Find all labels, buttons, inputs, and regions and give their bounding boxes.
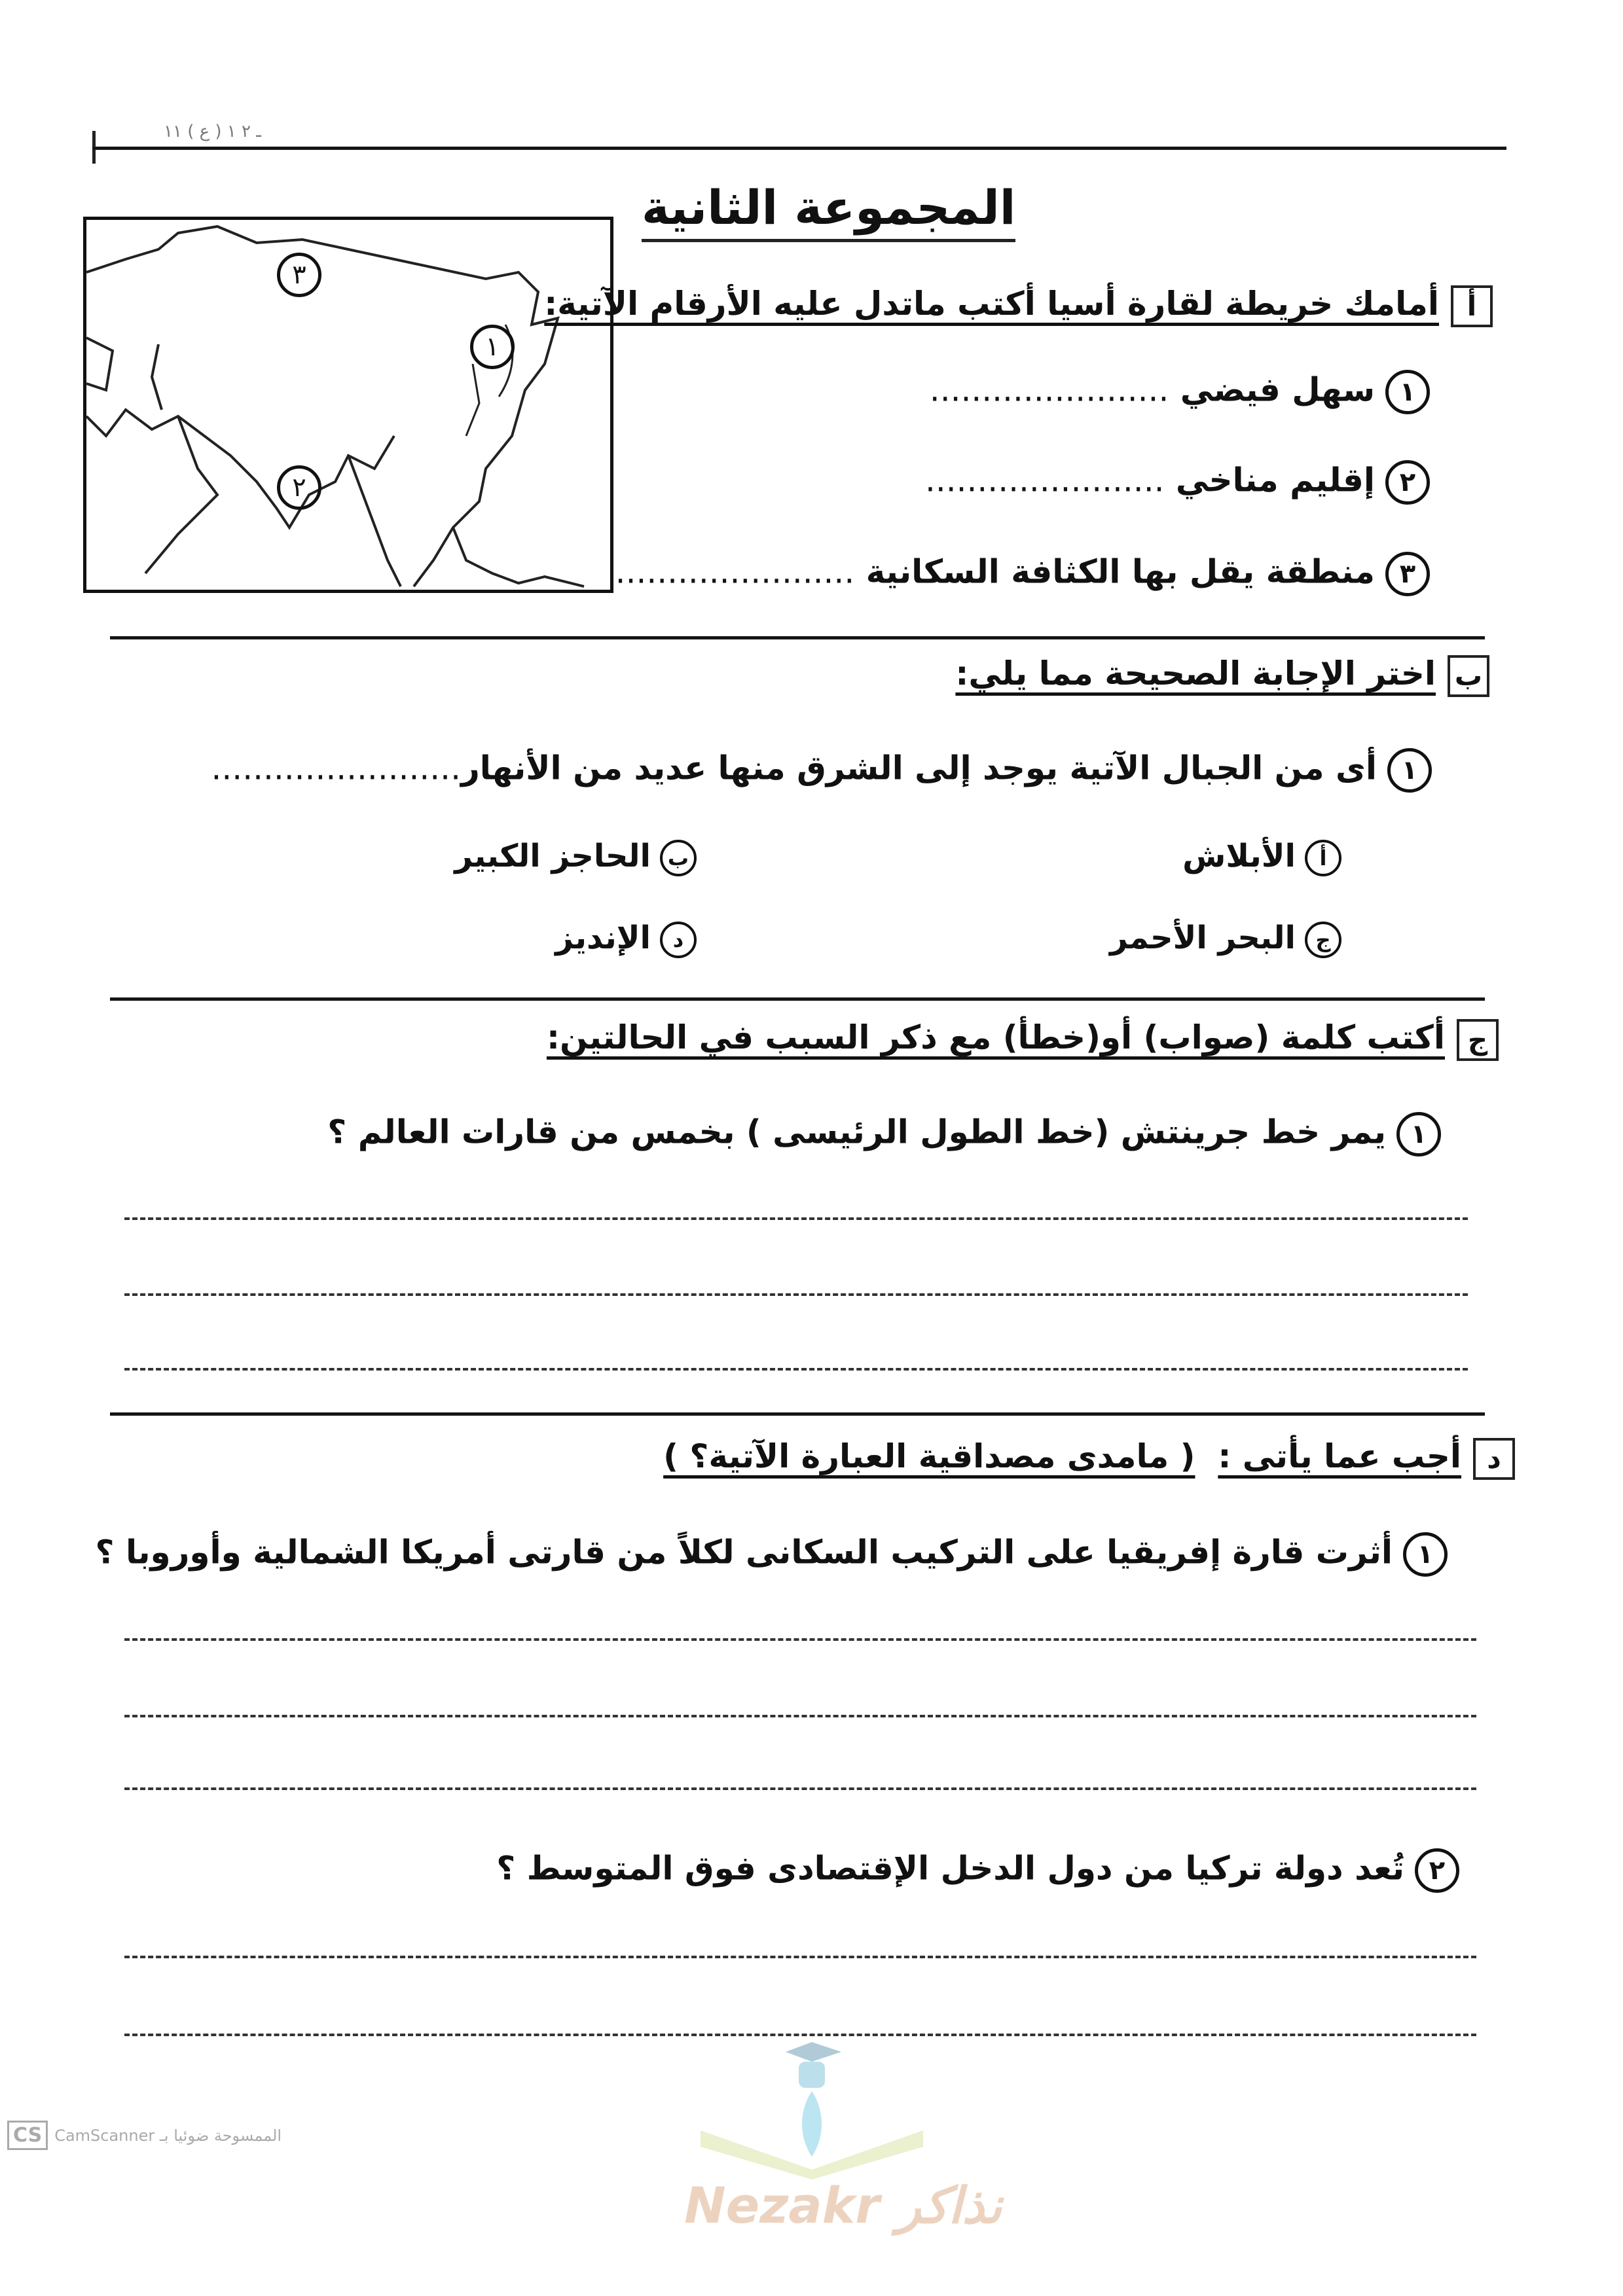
separator-3 xyxy=(110,1412,1485,1416)
item-text: منطقة يقل بها الكثافة السكانية xyxy=(866,552,1375,591)
item-number: ٣ xyxy=(1385,552,1430,596)
item-text: إقليم مناخي xyxy=(1175,461,1375,499)
answer-line[interactable] xyxy=(124,1715,1476,1717)
answer-line[interactable] xyxy=(124,1787,1476,1790)
section-d-letter: د xyxy=(1473,1438,1515,1480)
option-text: البحر الأحمر xyxy=(1109,920,1296,956)
section-c-letter: ج xyxy=(1457,1019,1499,1061)
map-label-2: ٢ xyxy=(277,465,321,510)
option-b[interactable] xyxy=(454,838,697,876)
map-label-1: ١ xyxy=(470,325,515,369)
section-c-heading xyxy=(547,1018,1499,1061)
section-b-letter: ب xyxy=(1448,655,1489,697)
separator-1 xyxy=(110,636,1485,639)
item-number: ٢ xyxy=(1385,460,1430,505)
answer-blank[interactable]: ....................... xyxy=(929,370,1169,409)
answer-line[interactable] xyxy=(124,2034,1476,2036)
option-a[interactable] xyxy=(1182,838,1341,876)
scanner-badge xyxy=(7,2121,282,2150)
section-b-heading xyxy=(955,655,1489,697)
option-letter: ب xyxy=(660,840,697,876)
option-text: الإنديز xyxy=(555,920,651,956)
section-a-item-1 xyxy=(930,370,1430,414)
header-rule xyxy=(92,147,1506,150)
question-number: ١ xyxy=(1403,1532,1448,1577)
option-text: الأبلاش xyxy=(1182,838,1296,874)
question-number: ١ xyxy=(1387,748,1432,793)
section-b-instruction: اختر الإجابة الصحيحة مما يلي: xyxy=(955,655,1436,692)
answer-blank[interactable]: ....................... xyxy=(615,552,855,591)
question-number: ٢ xyxy=(1415,1848,1459,1893)
camscanner-icon: CS xyxy=(7,2121,48,2150)
asia-outline-icon xyxy=(86,220,610,590)
section-d-question-2 xyxy=(496,1848,1459,1893)
section-d-heading xyxy=(663,1437,1515,1480)
header-faint-text: ـ ٢ ١ ( ع ) ١١ xyxy=(164,122,261,141)
answer-line[interactable] xyxy=(124,1638,1476,1641)
option-letter: د xyxy=(660,922,697,958)
answer-line[interactable] xyxy=(124,1293,1468,1296)
section-d-question-1 xyxy=(96,1532,1448,1577)
section-a-item-2 xyxy=(925,460,1430,505)
section-c-instruction: أكتب كلمة (صواب) أو(خطأ) مع ذكر السبب في الحالتين: xyxy=(546,1018,1445,1056)
option-text: الحاجز الكبير xyxy=(454,838,651,874)
asia-map xyxy=(83,217,613,593)
option-d[interactable] xyxy=(555,920,697,958)
option-letter: أ xyxy=(1305,840,1341,876)
nezakr-logo-icon xyxy=(681,2039,943,2183)
page-title: المجموعة الثانية xyxy=(642,180,1015,242)
question-text: أى من الجبال الآتية يوجد إلى الشرق منها عديد من الأنهار xyxy=(460,749,1377,787)
scanner-text: CamScanner الممسوحة ضوئيا بـ xyxy=(54,2126,282,2145)
section-d-instruction-paren: ( مامدى مصداقية العبارة الآتية؟ ) xyxy=(663,1437,1195,1475)
item-number: ١ xyxy=(1385,370,1430,414)
question-text: تُعد دولة تركيا من دول الدخل الإقتصادى فوق المتوسط ؟ xyxy=(496,1849,1404,1888)
section-b-question xyxy=(211,748,1432,793)
section-c-question xyxy=(327,1112,1441,1157)
option-letter: ج xyxy=(1305,922,1341,958)
section-a-letter: أ xyxy=(1451,285,1493,327)
question-text: يمر خط جرينتش (خط الطول الرئيسى ) بخمس من قارات العالم ؟ xyxy=(327,1113,1386,1151)
answer-line[interactable] xyxy=(124,1956,1476,1958)
section-d-instruction: أجب عما يأتى : xyxy=(1218,1437,1461,1475)
item-text: سهل فيضي xyxy=(1180,370,1375,409)
answer-blank[interactable]: ....................... xyxy=(924,461,1165,499)
question-number: ١ xyxy=(1396,1112,1441,1157)
section-a-instruction: أمامك خريطة لقارة أسيا أكتب ماتدل عليه الأرقام الآتية: xyxy=(544,285,1439,323)
answer-line[interactable] xyxy=(124,1217,1468,1220)
answer-line[interactable] xyxy=(124,1368,1468,1371)
separator-2 xyxy=(110,997,1485,1001)
map-label-3: ٣ xyxy=(277,253,321,297)
watermark-text: Nezakr نذاكر xyxy=(684,2176,1002,2234)
section-a-heading xyxy=(544,285,1493,327)
question-text: أثرت قارة إفريقيا على التركيب السكانى لكلاً من قارتى أمريكا الشمالية وأوروبا ؟ xyxy=(95,1533,1393,1571)
answer-blank[interactable]: ........................ xyxy=(211,749,461,787)
section-a-item-3 xyxy=(615,552,1430,596)
option-c[interactable] xyxy=(1110,920,1341,958)
